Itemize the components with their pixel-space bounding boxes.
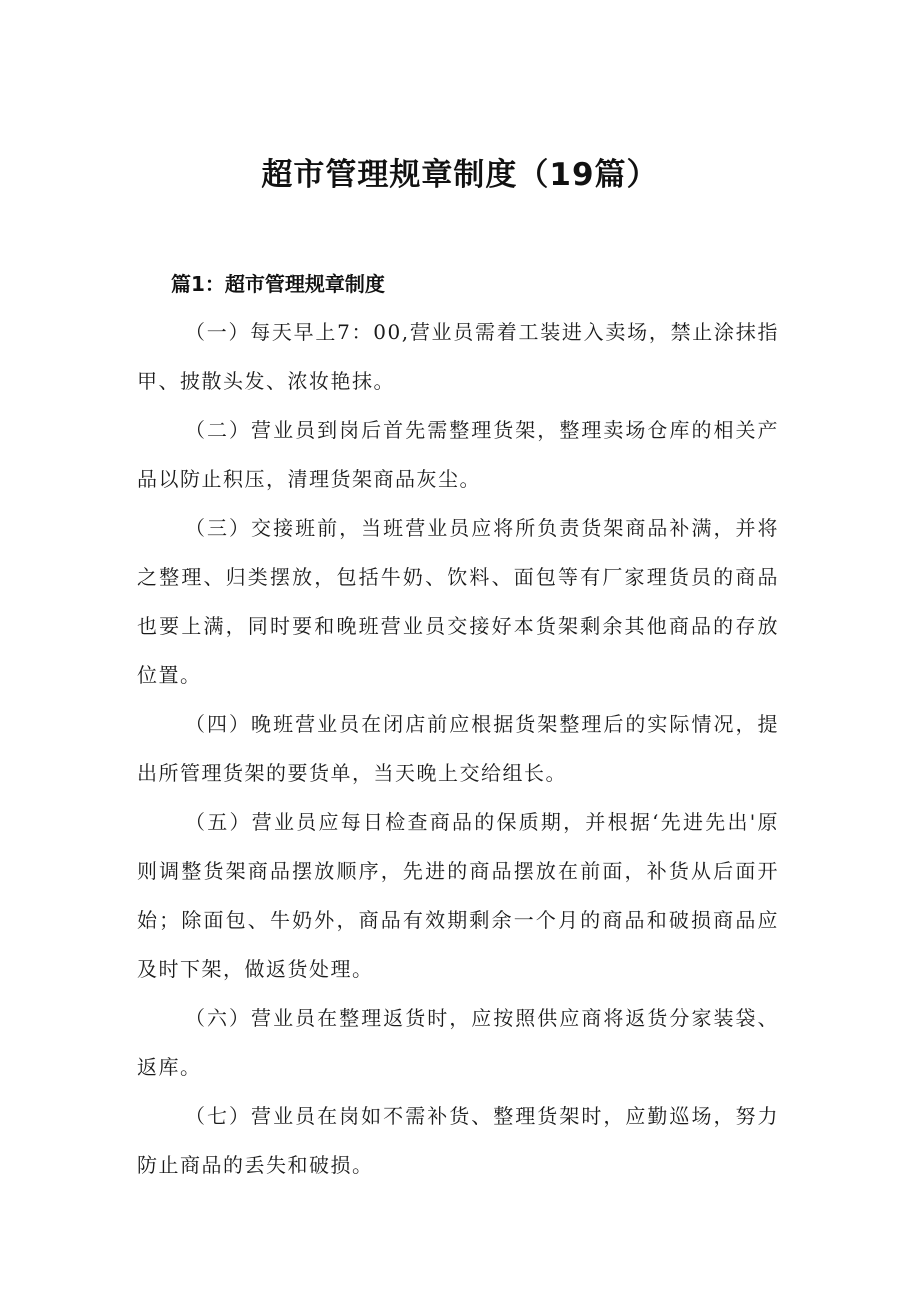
paragraph-1: （一）每天早上7：00,营业员需着工装进入卖场，禁止涂抹指甲、披散头发、浓妆艳抹。 — [137, 320, 779, 393]
section-heading: 篇1：超市管理规章制度 — [171, 272, 385, 296]
paragraph-4: （四）晚班营业员在闭店前应根据货架整理后的实际情况，提出所管理货架的要货单，当天晚上交给组长。 — [137, 712, 779, 785]
paragraph-7: （七）营业员在岗如不需补货、整理货架时，应勤巡场，努力防止商品的丢失和破损。 — [137, 1104, 779, 1177]
paragraph-5: （五）营业员应每日检查商品的保质期，并根据‘先进先出'原则调整货架商品摆放顺序，先进的商品摆放在前面，补货从后面开始；除面包、牛奶外，商品有效期剩余一个月的商品和破损商品应及时下架，做返货处理。 — [137, 810, 779, 981]
document-title: 超市管理规章制度（19篇） — [261, 156, 659, 193]
paragraph-2: （二）营业员到岗后首先需整理货架，整理卖场仓库的相关产品以防止积压，清理货架商品灰尘。 — [137, 418, 779, 491]
paragraph-6: （六）营业员在整理返货时，应按照供应商将返货分家装袋、返库。 — [137, 1006, 779, 1079]
document-body — [137, 308, 779, 1190]
paragraph-3: （三）交接班前，当班营业员应将所负责货架商品补满，并将之整理、归类摆放，包括牛奶、饮料、面包等有厂家理货员的商品也要上满，同时要和晚班营业员交接好本货架剩余其他商品的存放位置。 — [137, 516, 779, 687]
